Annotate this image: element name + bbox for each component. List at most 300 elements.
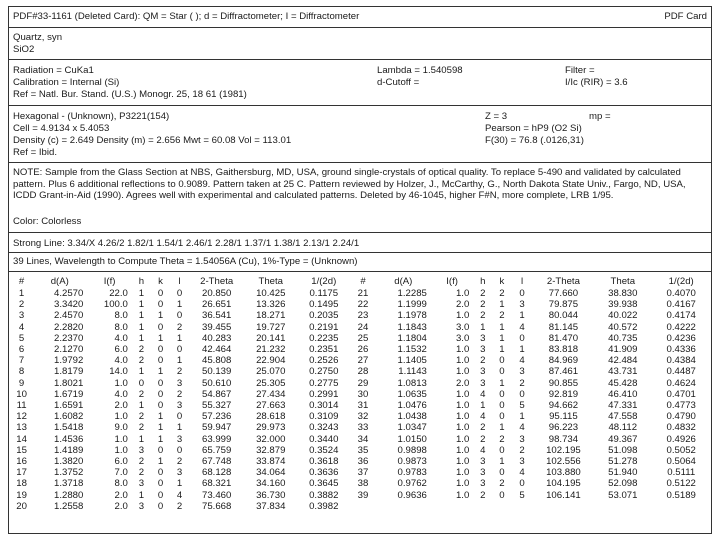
table-cell: 4.2570 [54,288,84,299]
note-text: NOTE: Sample from the Glass Section at NBS, Gaithersburg, MD, USA, ground single-crystals of optical quality. To replace 5-490 and validated by calculated pattern. Plus 6 additional reflections to 0.9089. Pattern taken at 25 C. Pattern reviewed by Holzer, J., McCarthy, G., North Dakota State Univ., Fargo, ND, USA, ICDD Grant-in-Aid (1990). Agrees well with experimental and calculated patterns. Deleted by 46-1045, higher F#N, more complete, LRB 1/95. [13,167,686,201]
table-header-cell: I(f) [446,275,458,287]
table-cell: 1.1532 [397,344,427,356]
table-cell: 2 [138,422,145,434]
table-cell: 96.223 [548,422,579,434]
table-row [11,333,711,344]
table-cell: 3.0 [455,321,470,333]
table-cell: 1.0150 [397,433,427,445]
table-cell: 1.0 [455,400,470,412]
table-cell: 28 [357,366,369,378]
table-cell: 27.663 [256,400,286,412]
table-cell: 0.5122 [666,478,696,490]
table-cell: 22 [357,299,369,311]
table-cell: 14 [16,433,27,445]
table-header-cell: k [158,275,163,287]
card-header [9,7,711,27]
table-cell: 1.0 [455,344,470,356]
table-header-cell: l [520,275,524,287]
table-cell: 0.2526 [309,355,339,367]
table-cell [350,501,375,512]
table-cell: 33.874 [256,456,286,468]
pdf-card-label: PDF Card [664,11,707,22]
table-row [11,310,711,321]
table-cell: 27.434 [256,388,286,400]
table-cell: 0 [157,288,164,299]
table-cell: 1.3820 [54,456,84,468]
table-cell: 106.141 [546,489,581,501]
table-cell: 0 [157,388,164,400]
table-cell: 3 [480,377,486,389]
table-cell: 0 [157,444,164,456]
divider [9,27,711,28]
table-cell: 32.879 [256,444,286,456]
table-cell: 1.0 [455,467,470,479]
table-row [11,344,711,355]
table-cell: 1 [499,321,505,333]
density-value: Density (c) = 2.649 Density (m) = 2.656 Mwt = 60.08 Vol = 113.01 [13,135,292,146]
table-cell: 1.0 [455,422,470,434]
table-cell: 46.410 [608,388,638,400]
table-cell: 18 [16,478,27,490]
cell-value: Cell = 4.9134 x 5.4053 [13,123,110,134]
table-cell: 0.1495 [309,299,339,311]
table-cell: 1.0 [114,411,128,423]
table-cell: 2 [480,433,486,445]
strong-lines: Strong Line: 3.34/X 4.26/2 1.82/1 1.54/1 2.46/1 2.28/1 1.37/1 1.38/1 2.13/1 2.24/1 [13,238,360,249]
table-cell: 2 [480,299,486,311]
table-cell: 83.818 [548,344,579,356]
table-cell: 0.5189 [666,489,696,501]
table-cell: 2 [499,310,505,322]
table-cell: 34 [357,433,369,445]
table-cell: 0.4773 [666,400,696,412]
table-header-cell: 2-Theta [200,275,234,287]
table-cell: 98.734 [548,433,579,445]
table-cell: 54.867 [202,388,232,400]
table-cell: 1 [499,332,505,344]
pearson-value: Pearson = hP9 (O2 Si) [485,123,582,134]
table-cell: 8.0 [114,310,128,322]
table-cell: 19 [16,489,27,501]
table-cell: 1 [18,288,25,299]
table-cell: 13 [16,422,27,434]
table-cell: 0.3982 [309,500,339,512]
table-cell: 0 [176,444,183,456]
table-cell: 2 [176,321,183,333]
table-cell: 1.4536 [54,433,84,445]
table-cell: 1 [138,400,145,412]
table-header-cell: Theta [258,275,284,287]
table-cell: 77.660 [548,288,579,299]
table-cell: 16 [16,456,27,468]
table-cell: 73.460 [202,489,232,501]
table-cell: 1.6082 [54,411,84,423]
table-cell: 0.1175 [309,288,339,299]
table-cell: 2 [176,366,183,378]
divider [9,271,711,272]
table-cell: 2 [499,478,505,490]
table-cell: 0 [499,355,505,367]
table-cell: 47.331 [608,400,638,412]
divider [9,105,711,106]
table-cell: 0 [157,467,164,479]
table-cell: 0 [157,400,164,412]
table-cell: 2 [480,288,486,299]
divider [9,232,711,233]
table-cell: 0 [519,332,525,344]
table-cell: 2 [480,489,486,501]
table-cell: 1.1405 [397,355,427,367]
table-cell: 52.098 [608,478,638,490]
table-cell: 8.0 [114,321,128,333]
table-row [11,389,711,400]
table-cell: 42.484 [608,355,638,367]
table-cell [533,501,595,512]
table-header-cell: # [360,275,366,287]
table-cell: 4 [480,444,486,456]
table-cell: 29.973 [256,422,286,434]
table-cell: 37 [357,467,369,479]
table-cell: 1 [176,355,183,367]
table-row [11,366,711,377]
table-cell: 0.4174 [666,310,696,322]
table-cell: 1 [519,411,525,423]
table-cell: 42.464 [202,344,232,356]
table-cell: 12 [16,411,27,423]
table-cell: 7.0 [114,467,128,479]
table-cell: 1.1804 [397,332,427,344]
table-cell: 0 [138,377,145,389]
table-cell: 26 [357,344,369,356]
table-cell: 3 [18,310,25,322]
table-cell: 1.8021 [54,377,84,389]
table-cell: 1.0438 [397,411,427,423]
table-cell: 0.9636 [397,489,427,501]
table-cell: 79.875 [548,299,579,311]
table-cell: 2 [519,377,525,389]
table-cell: 3 [176,467,183,479]
table-cell: 9 [18,377,25,389]
crystal-system: Hexagonal - (Unknown), P3221(154) [13,111,170,122]
table-header-cell: # [18,275,25,287]
table-cell: 2 [480,355,486,367]
table-cell: 3.3420 [54,299,84,311]
table-cell: 0 [499,489,505,501]
table-cell: 4 [176,489,183,501]
table-cell: 20.850 [202,288,232,299]
table-header-cell: d(A) [50,275,69,287]
table-cell: 20.141 [256,332,286,344]
table-row [11,288,711,299]
table-cell: 7 [18,355,25,367]
table-cell: 27 [357,355,369,367]
table-cell: 10 [16,388,27,400]
table-cell: 100.0 [103,299,128,311]
table-row [11,378,711,389]
table-row [11,490,711,501]
table-cell: 102.556 [546,456,581,468]
table-cell: 40.022 [608,310,638,322]
table-body [11,288,711,512]
table-cell: 0.9783 [397,467,427,479]
table-cell: 31 [357,400,369,412]
color-value: Color: Colorless [13,216,82,227]
table-header-cell: d(A) [394,275,413,287]
table-cell: 48.112 [608,422,638,434]
table-cell: 57.236 [202,411,232,423]
table-row [11,355,711,366]
table-cell: 2 [176,500,183,512]
table-cell: 2.2370 [54,332,84,344]
table-cell: 67.748 [202,456,232,468]
table-cell: 50.139 [202,366,232,378]
table-cell: 1.0 [455,366,470,378]
table-cell: 59.947 [202,422,232,434]
table-cell: 34.160 [256,478,286,490]
table-row [11,400,711,411]
table-cell: 68.321 [202,478,232,490]
table-cell: 0.4167 [666,299,696,311]
table-cell: 0 [176,411,183,423]
table-cell: 1 [157,366,164,378]
compound-formula: SiO2 [13,44,35,55]
table-cell: 9.0 [114,422,128,434]
table-cell: 1 [157,433,164,445]
table-cell: 1 [138,332,145,344]
table-cell: 2.0 [114,500,128,512]
table-cell: 0.2991 [309,388,339,400]
table-cell: 36.541 [202,310,232,322]
table-cell: 2.0 [455,377,470,389]
table-cell: 10.425 [256,288,286,299]
table-cell: 4.0 [114,388,128,400]
table-header-row [11,275,711,288]
table-cell: 0 [157,321,164,333]
table-cell: 1.0 [455,288,470,299]
table-cell: 55.327 [202,400,232,412]
table-cell: 1.6719 [54,388,84,400]
table-cell: 2 [138,355,145,367]
table-cell: 0 [157,377,164,389]
table-cell: 1.5418 [54,422,84,434]
table-header-cell: 1/(2d) [668,275,694,287]
table-cell [511,501,532,512]
table-cell: 1 [138,299,145,311]
table-cell: 1 [138,321,145,333]
table-header-cell: h [480,275,486,287]
crystal-ref: Ref = Ibid. [13,147,57,158]
table-cell: 1 [176,478,183,490]
z-value: Z = 3 [485,111,508,122]
table-cell: 1 [176,332,183,344]
table-cell: 95.115 [549,411,578,423]
table-cell: 1 [157,422,164,434]
table-cell: 30 [357,388,369,400]
table-cell: 1 [157,456,164,468]
table-cell: 2.2820 [54,321,84,333]
table-cell: 0.9762 [397,478,427,490]
table-cell: 0.3524 [309,444,339,456]
table-cell: 0.4222 [666,321,696,333]
table-cell: 1 [157,310,164,322]
table-cell [473,501,492,512]
divider [9,162,711,163]
table-cell: 43.731 [608,366,638,378]
table-cell [431,501,473,512]
reflection-table [11,275,711,512]
table-cell: 22.0 [109,288,128,299]
table-cell: 1.4189 [54,444,84,456]
table-cell: 1.0813 [397,377,427,389]
fom-value: F(30) = 76.8 (.0126,31) [485,135,584,146]
table-cell: 0.2750 [309,366,339,378]
table-row [11,422,711,433]
table-cell: 34.064 [256,467,286,479]
table-cell: 1.0 [455,355,470,367]
table-cell: 3 [519,366,525,378]
table-cell: 1.2880 [54,489,84,501]
table-cell: 0.4701 [666,388,696,400]
rir-value: I/Ic (RIR) = 3.6 [565,77,628,88]
table-cell: 1 [499,344,505,356]
table-cell: 4 [519,467,525,479]
table-cell: 4 [519,422,525,434]
table-cell: 0.4236 [666,332,696,344]
table-cell: 35 [357,444,369,456]
table-cell: 0.4926 [666,433,696,445]
table-cell: 1 [480,400,486,412]
table-cell: 22.904 [256,355,286,367]
divider [9,59,711,60]
table-cell: 45.428 [608,377,638,389]
table-cell: 24 [357,321,369,333]
table-cell: 1.3752 [54,467,84,479]
table-cell: 1.0635 [397,388,427,400]
table-cell: 26.651 [202,299,232,311]
table-cell: 0.2351 [309,344,339,356]
table-cell: 45.808 [202,355,232,367]
table-cell: 2.0 [114,489,128,501]
table-cell: 5 [519,489,525,501]
table-cell [376,501,431,512]
table-cell: 14.0 [109,366,128,378]
table-cell: 1 [157,411,164,423]
table-cell: 1 [138,489,145,501]
radiation-value: Radiation = CuKa1 [13,65,94,76]
table-cell: 80.044 [548,310,579,322]
table-cell: 21 [357,288,369,299]
table-cell: 1.0476 [397,400,427,412]
table-cell: 1.3718 [54,478,84,490]
table-cell: 0.5064 [666,456,696,468]
table-cell: 2.0 [114,400,128,412]
table-cell: 2.0 [455,299,470,311]
table-cell: 2 [176,456,183,468]
table-cell: 2 [176,388,183,400]
table-cell: 0 [157,478,164,490]
table-cell: 0.3636 [309,467,339,479]
table-row [11,501,711,512]
table-cell: 38.830 [608,288,638,299]
table-cell: 3 [480,456,486,468]
table-cell: 3 [480,467,486,479]
table-cell: 1.1843 [397,321,427,333]
pdf-card [8,6,712,534]
table-cell: 0 [176,310,183,322]
table-cell: 104.195 [546,478,581,490]
table-cell: 81.145 [548,321,579,333]
filter-value: Filter = [565,65,595,76]
table-row [11,478,711,489]
table-cell: 3 [519,433,525,445]
table-row [11,299,711,310]
table-cell: 1 [499,377,505,389]
table-cell: 1.1978 [397,310,427,322]
table-cell: 47.558 [608,411,638,423]
table-cell: 2 [138,344,145,356]
table-cell: 3 [138,444,145,456]
table-cell: 0.9873 [397,456,427,468]
table-cell: 1.0 [455,433,470,445]
table-cell: 1 [138,288,145,299]
table-cell: 51.098 [608,444,638,456]
table-cell: 1 [138,310,145,322]
table-cell: 1 [138,433,145,445]
table-cell: 40.572 [608,321,638,333]
table-cell: 2 [18,299,25,311]
table-cell: 1.6591 [54,400,84,412]
table-cell: 6.0 [114,344,128,356]
table-cell: 1.0 [455,310,470,322]
table-cell: 4.0 [114,332,128,344]
table-cell: 1 [176,422,183,434]
table-cell: 6.0 [114,456,128,468]
table-cell: 0 [499,366,505,378]
table-cell: 11 [16,400,27,412]
table-cell: 8.0 [114,478,128,490]
table-cell: 53.071 [608,489,638,501]
table-cell: 51.940 [608,467,638,479]
table-header-cell: 1/(2d) [311,275,337,287]
table-cell: 1.0 [455,489,470,501]
card-title: PDF#33-1161 (Deleted Card): QM = Star ( ); d = Diffractometer; I = Diffractometer [13,11,360,22]
table-cell: 0.4832 [666,422,696,434]
table-cell: 2 [480,422,486,434]
table-cell: 87.461 [548,366,579,378]
table-cell: 2 [138,388,145,400]
table-row [11,467,711,478]
table-cell: 3 [519,456,525,468]
table-cell: 0 [519,478,525,490]
table-cell: 25.305 [256,377,286,389]
table-cell: 25 [357,332,369,344]
table-cell: 1.0 [114,433,128,445]
table-cell: 1.2285 [397,288,427,299]
table-cell: 0.4790 [666,411,696,423]
table-cell: 2 [499,433,505,445]
table-cell: 0 [499,411,505,423]
table-cell: 36 [357,456,369,468]
table-cell: 38 [357,478,369,490]
table-header-cell: h [138,275,145,287]
table-cell: 2 [138,467,145,479]
table-cell: 1.1143 [398,366,427,378]
table-row [11,322,711,333]
table-cell: 0.5052 [666,444,696,456]
table-cell: 1 [480,321,486,333]
table-cell: 3 [176,433,183,445]
table-cell: 1.0 [114,444,128,456]
